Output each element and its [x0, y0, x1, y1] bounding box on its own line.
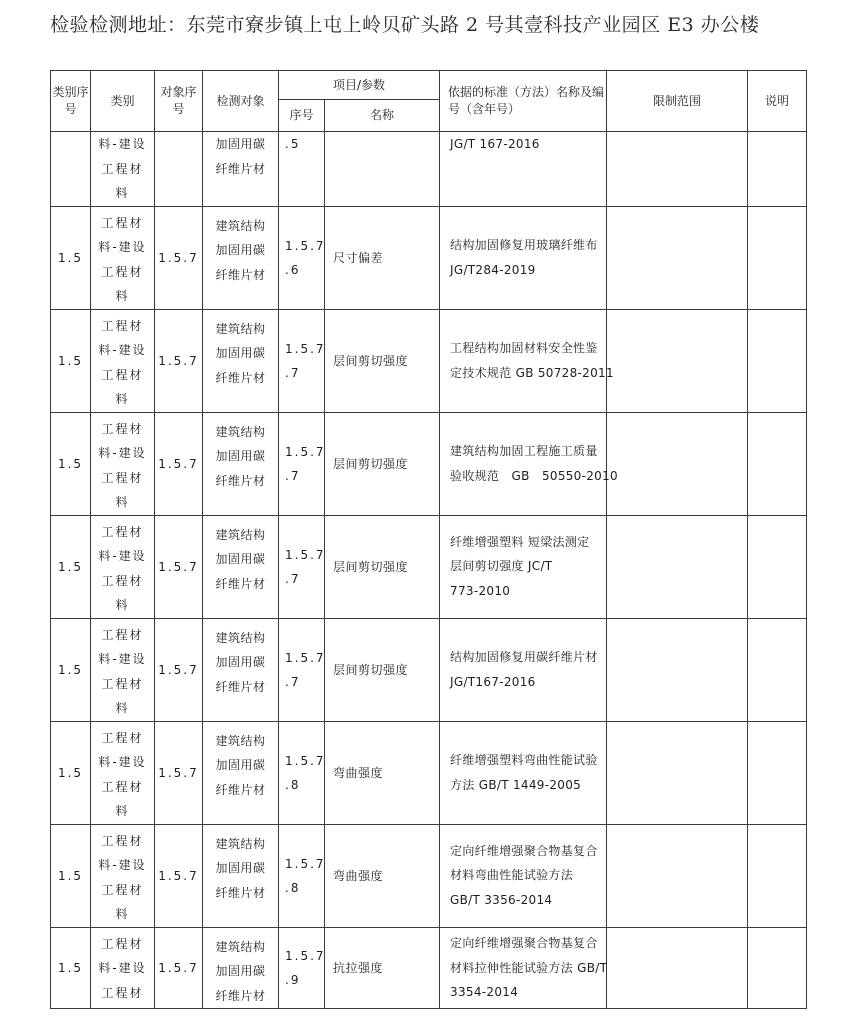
cell-seq: 1.5.7 .7 [279, 309, 325, 412]
cell-object: 建筑结构 加固用碳 纤维片材 [203, 721, 279, 824]
cell-limit [607, 412, 748, 515]
cell-standard: 定向纤维增强聚合物基复合 材料拉伸性能试验方法 GB/T 3354-2014 [440, 927, 607, 1009]
cell-obj-no: 1.5.7 [155, 618, 203, 721]
cell-seq: .5 [279, 132, 325, 207]
cell-seq: 1.5.7 .9 [279, 927, 325, 1009]
cell-limit [607, 515, 748, 618]
cell-standard: 建筑结构加固工程施工质量 验收规范 GB 50550-2010 [440, 412, 607, 515]
cell-note [748, 309, 807, 412]
cell-name: 层间剪切强度 [325, 618, 440, 721]
table-row [51, 515, 807, 618]
cell-object: 建筑结构 加固用碳 纤维片材 [203, 618, 279, 721]
cell-obj-no: 1.5.7 [155, 721, 203, 824]
cell-object: 建筑结构 加固用碳 纤维片材 [203, 927, 279, 1009]
cell-standard: JG/T 167-2016 [440, 132, 607, 207]
cell-object: 建筑结构 加固用碳 纤维片材 [203, 206, 279, 309]
cell-obj-no: 1.5.7 [155, 927, 203, 1009]
cell-note [748, 824, 807, 927]
cell-name: 弯曲强度 [325, 824, 440, 927]
header-limit: 限制范围 [607, 71, 748, 132]
cell-name: 弯曲强度 [325, 721, 440, 824]
cell-limit [607, 721, 748, 824]
cell-standard: 纤维增强塑料 短梁法测定 层间剪切强度 JC/T 773-2010 [440, 515, 607, 618]
cell-limit [607, 132, 748, 207]
cell-cat-no: 1.5 [51, 618, 91, 721]
cell-cat-no: 1.5 [51, 927, 91, 1009]
table-row [51, 309, 807, 412]
table-row [51, 618, 807, 721]
cell-cat-no [51, 132, 91, 207]
table-row [51, 721, 807, 824]
cell-obj-no: 1.5.7 [155, 206, 203, 309]
cell-seq: 1.5.7 .8 [279, 721, 325, 824]
cell-note [748, 206, 807, 309]
header-standard: 依据的标准（方法）名称及编号（含年号） [440, 71, 607, 132]
header-category: 类别 [91, 71, 155, 132]
cell-cat-no: 1.5 [51, 309, 91, 412]
cell-obj-no [155, 132, 203, 207]
cell-object: 加固用碳 纤维片材 [203, 132, 279, 207]
cell-standard: 结构加固修复用碳纤维片材 JG/T167-2016 [440, 618, 607, 721]
cell-note [748, 927, 807, 1009]
scope-table [50, 70, 807, 1009]
table-row [51, 824, 807, 927]
cell-note [748, 412, 807, 515]
cell-category: 工程材 料-建设 工程材 料 [91, 721, 155, 824]
cell-obj-no: 1.5.7 [155, 824, 203, 927]
cell-cat-no: 1.5 [51, 412, 91, 515]
cell-name: 尺寸偏差 [325, 206, 440, 309]
cell-standard: 工程结构加固材料安全性鉴 定技术规范 GB 50728-2011 [440, 309, 607, 412]
cell-object: 建筑结构 加固用碳 纤维片材 [203, 515, 279, 618]
cell-cat-no: 1.5 [51, 824, 91, 927]
cell-seq: 1.5.7 .7 [279, 618, 325, 721]
cell-note [748, 721, 807, 824]
cell-category: 工程材 料-建设 工程材 料 [91, 206, 155, 309]
header-name: 名称 [325, 100, 440, 132]
cell-category: 工程材 料-建设 工程材 料 [91, 515, 155, 618]
header-item-param: 项目/参数 [279, 71, 440, 100]
cell-standard: 定向纤维增强聚合物基复合 材料弯曲性能试验方法 GB/T 3356-2014 [440, 824, 607, 927]
cell-object: 建筑结构 加固用碳 纤维片材 [203, 824, 279, 927]
header-seq: 序号 [279, 100, 325, 132]
cell-seq: 1.5.7 .6 [279, 206, 325, 309]
cell-object: 建筑结构 加固用碳 纤维片材 [203, 309, 279, 412]
cell-limit [607, 618, 748, 721]
cell-object: 建筑结构 加固用碳 纤维片材 [203, 412, 279, 515]
table-row [51, 927, 807, 1009]
cell-seq: 1.5.7 .7 [279, 515, 325, 618]
cell-category: 工程材 料-建设 工程材 料 [91, 618, 155, 721]
cell-limit [607, 927, 748, 1009]
cell-standard: 纤维增强塑料弯曲性能试验 方法 GB/T 1449-2005 [440, 721, 607, 824]
cell-obj-no: 1.5.7 [155, 412, 203, 515]
cell-name: 层间剪切强度 [325, 412, 440, 515]
cell-name: 层间剪切强度 [325, 309, 440, 412]
cell-category: 工程材 料-建设 工程材 [91, 927, 155, 1009]
cell-cat-no: 1.5 [51, 206, 91, 309]
cell-obj-no: 1.5.7 [155, 515, 203, 618]
cell-cat-no: 1.5 [51, 515, 91, 618]
cell-name: 抗拉强度 [325, 927, 440, 1009]
header-category-no: 类别序号 [51, 71, 91, 132]
table-row [51, 412, 807, 515]
cell-standard: 结构加固修复用玻璃纤维布 JG/T284-2019 [440, 206, 607, 309]
testing-address: 检验检测地址：东莞市寮步镇上屯上岭贝矿头路 2 号其壹科技产业园区 E3 办公楼 [50, 14, 760, 36]
table-row [51, 206, 807, 309]
cell-limit [607, 824, 748, 927]
cell-category: 工程材 料-建设 工程材 料 [91, 412, 155, 515]
cell-seq: 1.5.7 .7 [279, 412, 325, 515]
cell-category: 工程材 料-建设 工程材 料 [91, 309, 155, 412]
cell-note [748, 515, 807, 618]
header-object-no: 对象序号 [155, 71, 203, 132]
cell-note [748, 132, 807, 207]
cell-seq: 1.5.7 .8 [279, 824, 325, 927]
cell-obj-no: 1.5.7 [155, 309, 203, 412]
cell-limit [607, 206, 748, 309]
cell-note [748, 618, 807, 721]
header-note: 说明 [748, 71, 807, 132]
table-row-partial [51, 132, 807, 207]
header-object: 检测对象 [203, 71, 279, 132]
cell-name [325, 132, 440, 207]
cell-name: 层间剪切强度 [325, 515, 440, 618]
cell-cat-no: 1.5 [51, 721, 91, 824]
cell-category: 料-建设 工程材 料 [91, 132, 155, 207]
cell-category: 工程材 料-建设 工程材 料 [91, 824, 155, 927]
cell-limit [607, 309, 748, 412]
